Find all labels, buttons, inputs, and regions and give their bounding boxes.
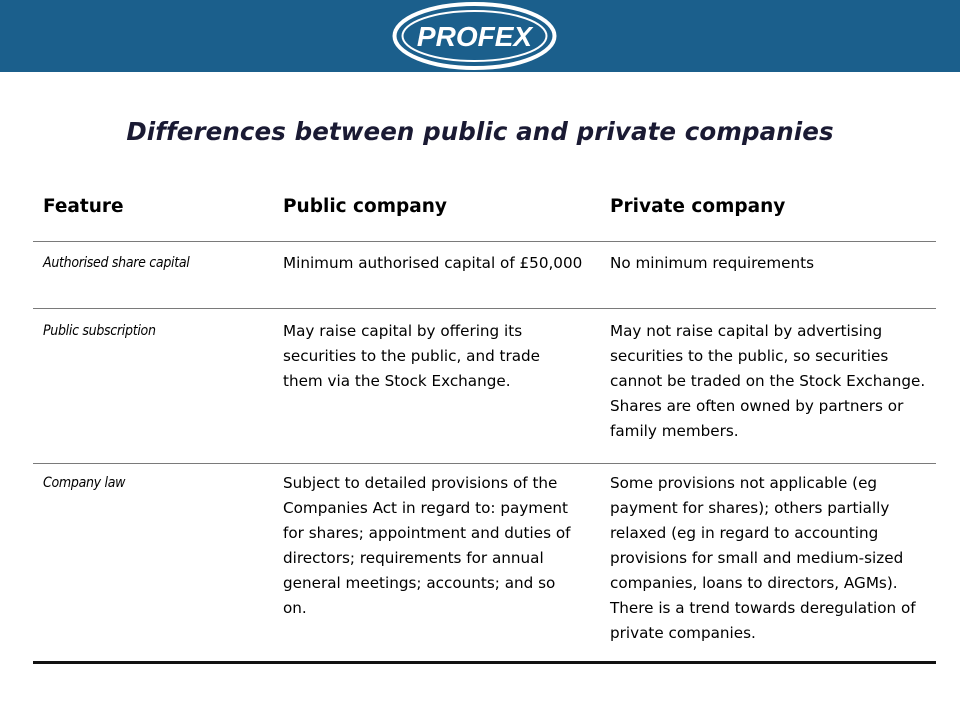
row-divider — [33, 308, 936, 309]
profex-logo-mark — [389, 0, 560, 72]
feature-cell: Company law — [43, 475, 126, 491]
private-cell: No minimum requirements — [610, 254, 815, 272]
table-header-row — [33, 196, 936, 226]
table-bottom-rule — [33, 661, 936, 664]
header-feature: Feature — [43, 196, 124, 217]
profex-logo — [389, 0, 560, 72]
header-public-company: Public company — [283, 196, 447, 217]
public-cell: Minimum authorised capital of £50,000 — [283, 254, 583, 272]
public-cell: Subject to detailed provisions of the Companies Act in regard to: payment for shares; appointment and duties of directors; requirements for annual general meetings; accounts; and so on. — [283, 474, 571, 617]
header-private-company: Private company — [610, 196, 786, 217]
private-cell: Some provisions not applicable (eg payment for shares); others partially relaxed (eg in regard to accounting provisions for small and medium-sized companies, loans to directors, AGMs). There is a trend towards deregulation of private companies. — [610, 474, 916, 642]
public-cell: May raise capital by offering its securities to the public, and trade them via the Stock Exchange. — [283, 322, 541, 390]
feature-cell: Public subscription — [43, 323, 156, 339]
logo-text: PROFEX — [416, 21, 533, 52]
page-title: Differences between public and private companies — [126, 117, 834, 146]
feature-cell: Authorised share capital — [43, 255, 190, 271]
header-divider — [33, 241, 936, 242]
private-cell: May not raise capital by advertising securities to the public, so securities cannot be traded on the Stock Exchange. Shares are often owned by partners or family members. — [610, 322, 926, 440]
row-divider — [33, 463, 936, 464]
